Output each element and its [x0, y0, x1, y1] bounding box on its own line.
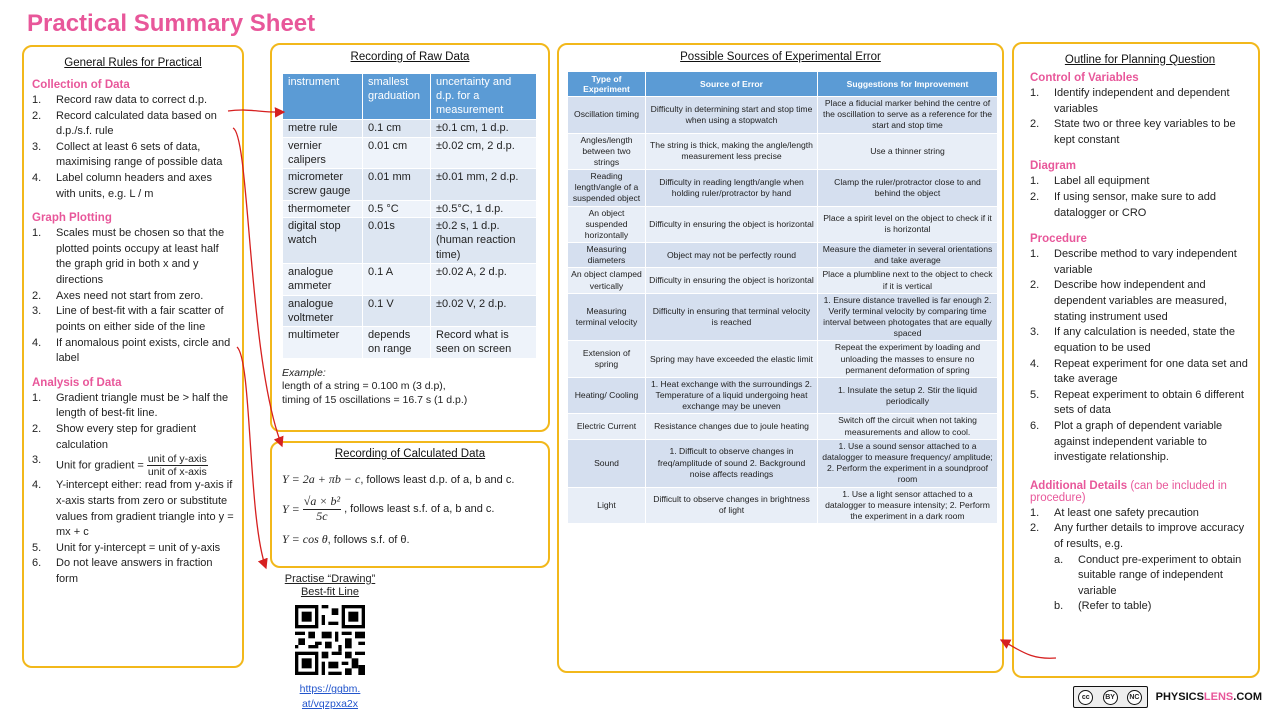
cc-icon: cc — [1078, 690, 1093, 705]
sub-item: a. Conduct pre-experiment to obtain suitable range of independent variable — [1054, 553, 1242, 597]
experimental-error-panel — [557, 43, 1004, 673]
table-cell: analogue voltmeter — [283, 295, 363, 327]
equation-2: Y = $\frac{\text{√a × b²}}{5c}$ , follows least s.f. of a, b and c. — [282, 494, 495, 523]
table-cell: Difficulty in ensuring the object is horizontal — [646, 268, 818, 293]
table-cell: Clamp the ruler/protractor close to and behind the object — [818, 170, 998, 207]
table-row — [568, 243, 998, 268]
list-item: 1. At least one safety precaution — [1030, 506, 1199, 519]
table-row — [283, 200, 537, 217]
nc-icon: NC — [1127, 690, 1142, 705]
experimental-error-title: Possible Sources of Experimental Error — [680, 51, 881, 63]
list-item: 3. Line of best-fit with a fair scatter of points on either side of the line — [32, 305, 224, 333]
table-cell: Difficult to observe changes in brightness of light — [646, 487, 818, 524]
table-cell: Angles/length between two strings — [568, 133, 646, 170]
raw-data-table — [282, 73, 537, 359]
gradient-unit-fraction: $\frac{\text{unit of y-axis}}{\text{unit of x-axis}}$ — [147, 453, 207, 479]
error-table — [567, 71, 998, 524]
practise-section — [270, 573, 390, 711]
table-cell: 1. Heat exchange with the surroundings 2. Temperature of a liquid undergoing heat exchange may be uneven — [646, 377, 818, 414]
table-cell: ±0.02 A, 2 d.p. — [431, 263, 537, 295]
collection-title: Collection of Data — [32, 79, 130, 91]
equation-3: Y = cos θ, follows s.f. of θ. — [282, 531, 410, 546]
table-cell: Heating/ Cooling — [568, 377, 646, 414]
table-cell: ±0.2 s, 1 d.p. (human reaction time) — [431, 218, 537, 264]
practise-title: Practise “Drawing” Best-fit Line — [284, 573, 376, 599]
creative-commons-badge — [1073, 686, 1148, 708]
table-row — [568, 377, 998, 414]
raw-data-panel — [270, 43, 550, 432]
table-cell: thermometer — [283, 200, 363, 217]
equation-1: Y = 2a + πb − c, follows least d.p. of a, b and c. — [282, 472, 515, 486]
column-header: smallest graduation — [363, 74, 431, 120]
general-rules-panel — [22, 45, 244, 668]
table-cell: 1. Difficult to observe changes in freq/amplitude of sound 2. Background noise affects readings — [646, 439, 818, 487]
table-cell: Record what is seen on screen — [431, 327, 537, 359]
list-item: 6. Plot a graph of dependent variable against independent variable to investigate relationship. — [1030, 419, 1223, 464]
table-cell: ±0.5°C, 1 d.p. — [431, 200, 537, 217]
table-row — [283, 169, 537, 201]
table-cell: multimeter — [283, 327, 363, 359]
table-cell: An object clamped vertically — [568, 268, 646, 293]
table-cell: Use a thinner string — [818, 133, 998, 170]
procedure-list — [1030, 247, 1250, 466]
raw-data-title: Recording of Raw Data — [350, 51, 470, 63]
table-cell: 0.01s — [363, 218, 431, 264]
list-item: 6. Do not leave answers in fraction form — [32, 557, 213, 585]
column-header: Suggestions for Improvement — [818, 72, 998, 97]
table-cell: Measuring terminal velocity — [568, 293, 646, 341]
table-cell: Switch off the circuit when not taking measurements and allow to cool. — [818, 414, 998, 439]
table-cell: depends on range — [363, 327, 431, 359]
table-cell: Measure the diameter in several orientations and take average — [818, 243, 998, 268]
calculated-data-title: Recording of Calculated Data — [334, 448, 486, 460]
general-rules-title: General Rules for Practical — [64, 57, 202, 69]
list-item: 4. Label column headers and axes with units, e.g. L / m — [32, 172, 212, 200]
footer — [1073, 686, 1262, 708]
list-item: 2. If using sensor, make sure to add datalogger or CRO — [1030, 191, 1217, 219]
table-cell: Measuring diameters — [568, 243, 646, 268]
table-cell: ±0.02 cm, 2 d.p. — [431, 137, 537, 169]
table-cell: 1. Use a light sensor attached to a datalogger to measure intensity; 2. Perform the experiment in a dark room — [818, 487, 998, 524]
table-cell: ±0.02 V, 2 d.p. — [431, 295, 537, 327]
page-title: Practical Summary Sheet — [27, 10, 316, 37]
planning-title: Outline for Planning Question — [1064, 54, 1216, 66]
table-cell: The string is thick, making the angle/length measurement less precise — [646, 133, 818, 170]
table-cell: Repeat the experiment by loading and unloading the masses to ensure no permanent deformation of spring — [818, 341, 998, 378]
table-cell: Resistance changes due to joule heating — [646, 414, 818, 439]
table-row — [568, 293, 998, 341]
list-item: 1. Scales must be chosen so that the plotted points occupy at least half the graph grid in both x and y directions — [32, 227, 225, 287]
brand-logo: PHYSICSLENS.COM — [1155, 691, 1262, 703]
list-item: 1. Identify independent and dependent variables — [1030, 87, 1230, 115]
list-item: 2. Any further details to improve accuracy of results, e.g. a. Conduct pre-experiment to obtain suitable range of independent variable b. (Refer to table) — [1030, 521, 1250, 615]
list-item: 2. Axes need not start from zero. — [32, 289, 204, 302]
equation-2-fraction: $\frac{\text{√a × b²}}{5c}$ — [303, 494, 341, 523]
table-cell: Difficulty in determining start and stop time when using a stopwatch — [646, 97, 818, 134]
procedure-title: Procedure — [1030, 233, 1087, 246]
table-cell: Extension of spring — [568, 341, 646, 378]
table-cell: 0.1 A — [363, 263, 431, 295]
table-row — [568, 268, 998, 293]
table-cell: metre rule — [283, 120, 363, 137]
column-header: Source of Error — [646, 72, 818, 97]
table-cell: An object suspended horizontally — [568, 206, 646, 243]
table-row — [283, 137, 537, 169]
table-row — [568, 487, 998, 524]
table-row — [283, 327, 537, 359]
table-row — [568, 133, 998, 170]
table-cell: 0.1 V — [363, 295, 431, 327]
table-cell: Electric Current — [568, 414, 646, 439]
table-row — [283, 120, 537, 137]
table-cell: 0.5 °C — [363, 200, 431, 217]
table-cell: 0.01 mm — [363, 169, 431, 201]
list-item: 1. Record raw data to correct d.p. — [32, 94, 208, 106]
diagram-list — [1030, 174, 1250, 221]
table-cell: 0.1 cm — [363, 120, 431, 137]
graph-title: Graph Plotting — [32, 212, 112, 225]
example-note: Example: length of a string = 0.100 m (3 d.p), timing of 15 oscillations = 16.7 s (1 d.p.) — [282, 366, 468, 406]
list-item: 4. If anomalous point exists, circle and label — [32, 336, 231, 365]
table-cell: ±0.01 mm, 2 d.p. — [431, 169, 537, 201]
table-cell: vernier calipers — [283, 137, 363, 169]
table-cell: micrometer screw gauge — [283, 169, 363, 201]
table-row — [283, 263, 537, 295]
table-cell: analogue ammeter — [283, 263, 363, 295]
table-row — [568, 170, 998, 207]
diagram-title: Diagram — [1030, 160, 1077, 173]
analysis-title: Analysis of Data — [32, 376, 122, 389]
table-cell: Difficulty in reading length/angle when holding ruler/protractor by hand — [646, 170, 818, 207]
table-row — [568, 414, 998, 439]
table-cell: Place a fiducial marker behind the centre of the oscillation to serve as a reference for the start and stop time — [818, 97, 998, 134]
table-row — [283, 218, 537, 264]
list-item: 2. Show every step for gradient calculation — [32, 422, 197, 451]
list-item: 3. Unit for gradient = $\frac{\text{unit of y-axis}}{\text{unit of x-axis}}$ — [32, 453, 207, 479]
column-header: uncertainty and d.p. for a measurement — [431, 74, 537, 120]
column-header: instrument — [283, 74, 363, 120]
control-list — [1030, 86, 1250, 148]
table-cell: ±0.1 cm, 1 d.p. — [431, 120, 537, 137]
table-cell: Place a spirit level on the object to check if it is horizontal — [818, 206, 998, 243]
list-item: 2. Record calculated data based on d.p./s.f. rule — [32, 109, 217, 138]
list-item: 5. Repeat experiment to obtain 6 different sets of data — [1030, 388, 1244, 417]
table-cell: Object may not be perfectly round — [646, 243, 818, 268]
table-cell: 0.01 cm — [363, 137, 431, 169]
practise-link[interactable]: https://ggbm. at/vqzpxa2x — [299, 683, 361, 710]
table-cell: Sound — [568, 439, 646, 487]
table-row — [568, 439, 998, 487]
list-item: 2. State two or three key variables to be kept constant — [1030, 118, 1236, 146]
table-cell: Reading length/angle of a suspended object — [568, 170, 646, 207]
sub-item: b. (Refer to table) — [1054, 600, 1152, 613]
list-item: 4. Repeat experiment for one data set and take average — [1030, 357, 1248, 386]
table-cell: Difficulty in ensuring that terminal velocity is reached — [646, 293, 818, 341]
table-cell: Spring may have exceeded the elastic limit — [646, 341, 818, 378]
table-row — [568, 341, 998, 378]
graph-list — [32, 226, 234, 366]
list-item: 3. If any calculation is needed, state the equation to be used — [1030, 326, 1236, 354]
table-row — [283, 295, 537, 327]
table-cell: digital stop watch — [283, 218, 363, 264]
calculated-data-panel — [270, 441, 550, 568]
additional-list — [1030, 506, 1250, 615]
table-cell: Place a plumbline next to the object to check if it is vertical — [818, 268, 998, 293]
table-cell: 1. Ensure distance travelled is far enough 2. Verify terminal velocity by comparing time interval between photogates that are equally spaced — [818, 293, 998, 341]
table-cell: 1. Use a sound sensor attached to a datalogger to measure frequency/ amplitude; 2. Perform the experiment in a soundproof room — [818, 439, 998, 487]
list-item: 3. Collect at least 6 sets of data, maximising range of possible data — [32, 140, 223, 169]
list-item: 1. Describe method to vary independent variable — [1030, 248, 1237, 276]
column-header: Type of Experiment — [568, 72, 646, 97]
by-icon: BY — [1103, 690, 1118, 705]
list-item: 1. Label all equipment — [1030, 175, 1150, 188]
list-item: 5. Unit for y-intercept = unit of y-axis — [32, 541, 221, 554]
table-row — [568, 206, 998, 243]
analysis-list — [32, 391, 234, 588]
list-item: 1. Gradient triangle must be > half the length of best-fit line. — [32, 391, 229, 420]
control-title: Control of Variables — [1030, 72, 1139, 84]
planning-panel — [1012, 42, 1260, 678]
table-cell: 1. Insulate the setup 2. Stir the liquid periodically — [818, 377, 998, 414]
collection-list — [32, 93, 234, 202]
list-item: 4. Y-intercept either: read from y-axis if x-axis starts from zero or substitute values from gradient triangle into y = mx + c — [32, 479, 234, 539]
list-item: 2. Describe how independent and dependent variables are measured, stating instrument used — [1030, 279, 1228, 323]
qr-code — [295, 605, 365, 675]
table-cell: Oscillation timing — [568, 97, 646, 134]
additional-title: Additional Details (can be included in procedure) — [1030, 479, 1227, 504]
table-row — [568, 97, 998, 134]
table-cell: Difficulty in ensuring the object is horizontal — [646, 206, 818, 243]
table-cell: Light — [568, 487, 646, 524]
